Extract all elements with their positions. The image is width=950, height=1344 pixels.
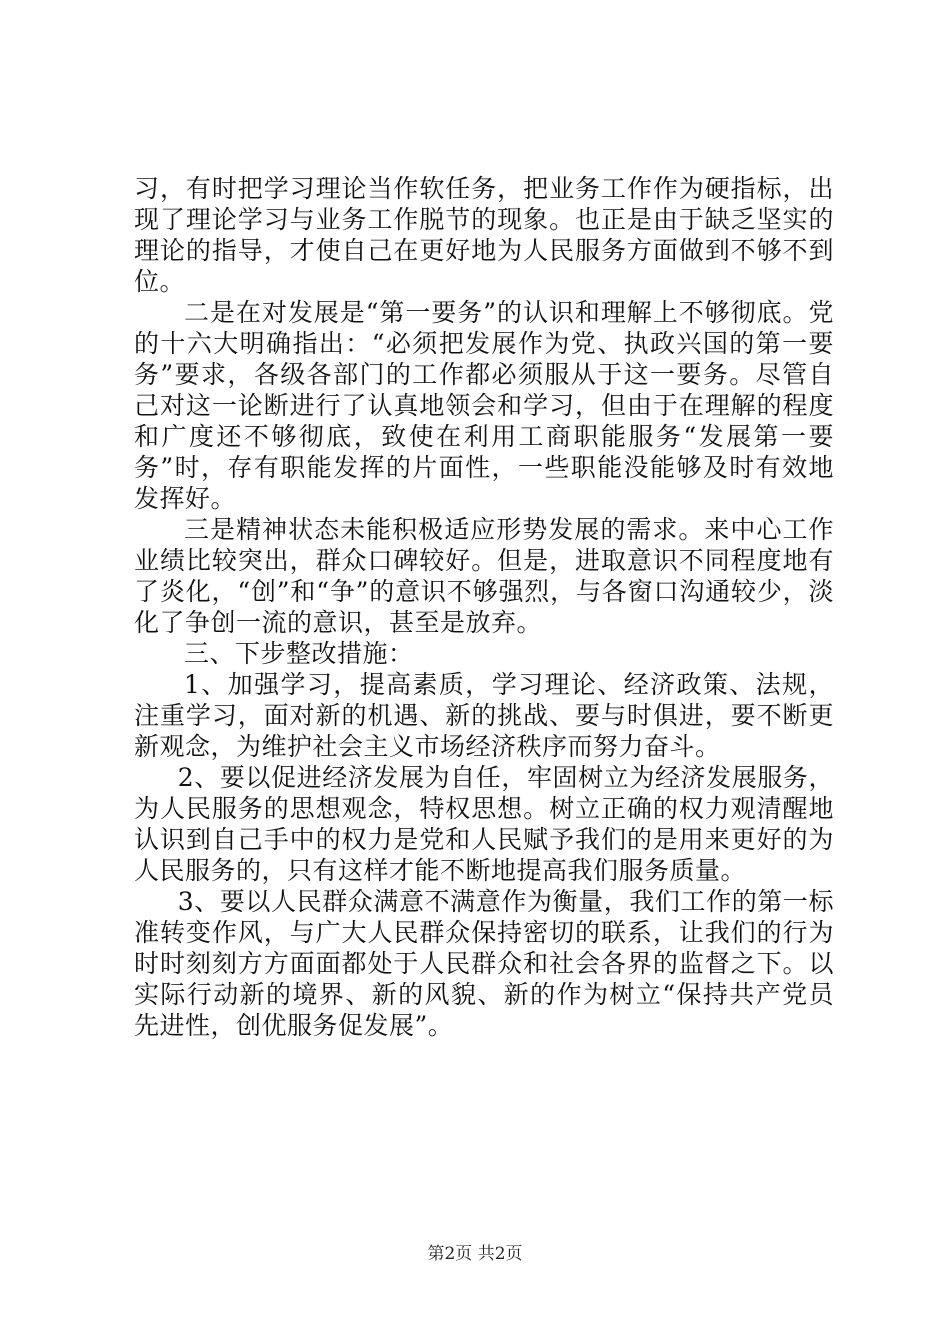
- measure-item-2: 2、要以促进经济发展为自任，牢固树立为经济发展服务，为人民服务的思想观念，特权思想。树立正确的权力观清醒地认识到自己手中的权力是党和人民赋予我们的是用来更好的为人民服务的，只有这样才能不断地提高我们服务质量。: [134, 763, 834, 885]
- document-body: [134, 173, 834, 1041]
- paragraph-2: 二是在对发展是“第一要务”的认识和理解上不够彻底。党的十六大明确指出：“必须把发展作为党、执政兴国的第一要务”要求，各级各部门的工作都必须服从于这一要务。尽管自己对这一论断进行了认真地领会和学习，但由于在理解的程度和广度还不够彻底，致使在利用工商职能服务“发展第一要务”时，存有职能发挥的片面性，一些职能没能够及时有效地发挥好。: [134, 298, 834, 513]
- measure-item-1: 1、加强学习，提高素质，学习理论、经济政策、法规，注重学习，面对新的机遇、新的挑战、要与时俱进，要不断更新观念，为维护社会主义市场经济秩序而努力奋斗。: [134, 670, 834, 761]
- section-heading-3: 三、下步整改措施：: [184, 639, 414, 668]
- paragraph-3: 三是精神状态未能积极适应形势发展的需求。来中心工作业绩比较突出，群众口碑较好。但是，进取意识不同程度地有了炎化，“创”和“争”的意识不够强烈，与各窗口沟通较少，淡化了争创一流的意识，甚至是放弃。: [134, 515, 834, 637]
- page-number-footer: 第2页 共2页: [427, 1244, 523, 1264]
- paragraph-1: 习，有时把学习理论当作软任务，把业务工作作为硬指标，出现了理论学习与业务工作脱节的现象。也正是由于缺乏坚实的理论的指导，才使自己在更好地为人民服务方面做到不够不到位。: [134, 174, 834, 296]
- measure-item-3: 3、要以人民群众满意不满意作为衡量，我们工作的第一标准转变作风，与广大人民群众保持密切的联系，让我们的行为时时刻刻方方面面都处于人民群众和社会各界的监督之下。以实际行动新的境界、新的风貌、新的作为树立“保持共产党员先进性，创优服务促发展”。: [134, 887, 834, 1040]
